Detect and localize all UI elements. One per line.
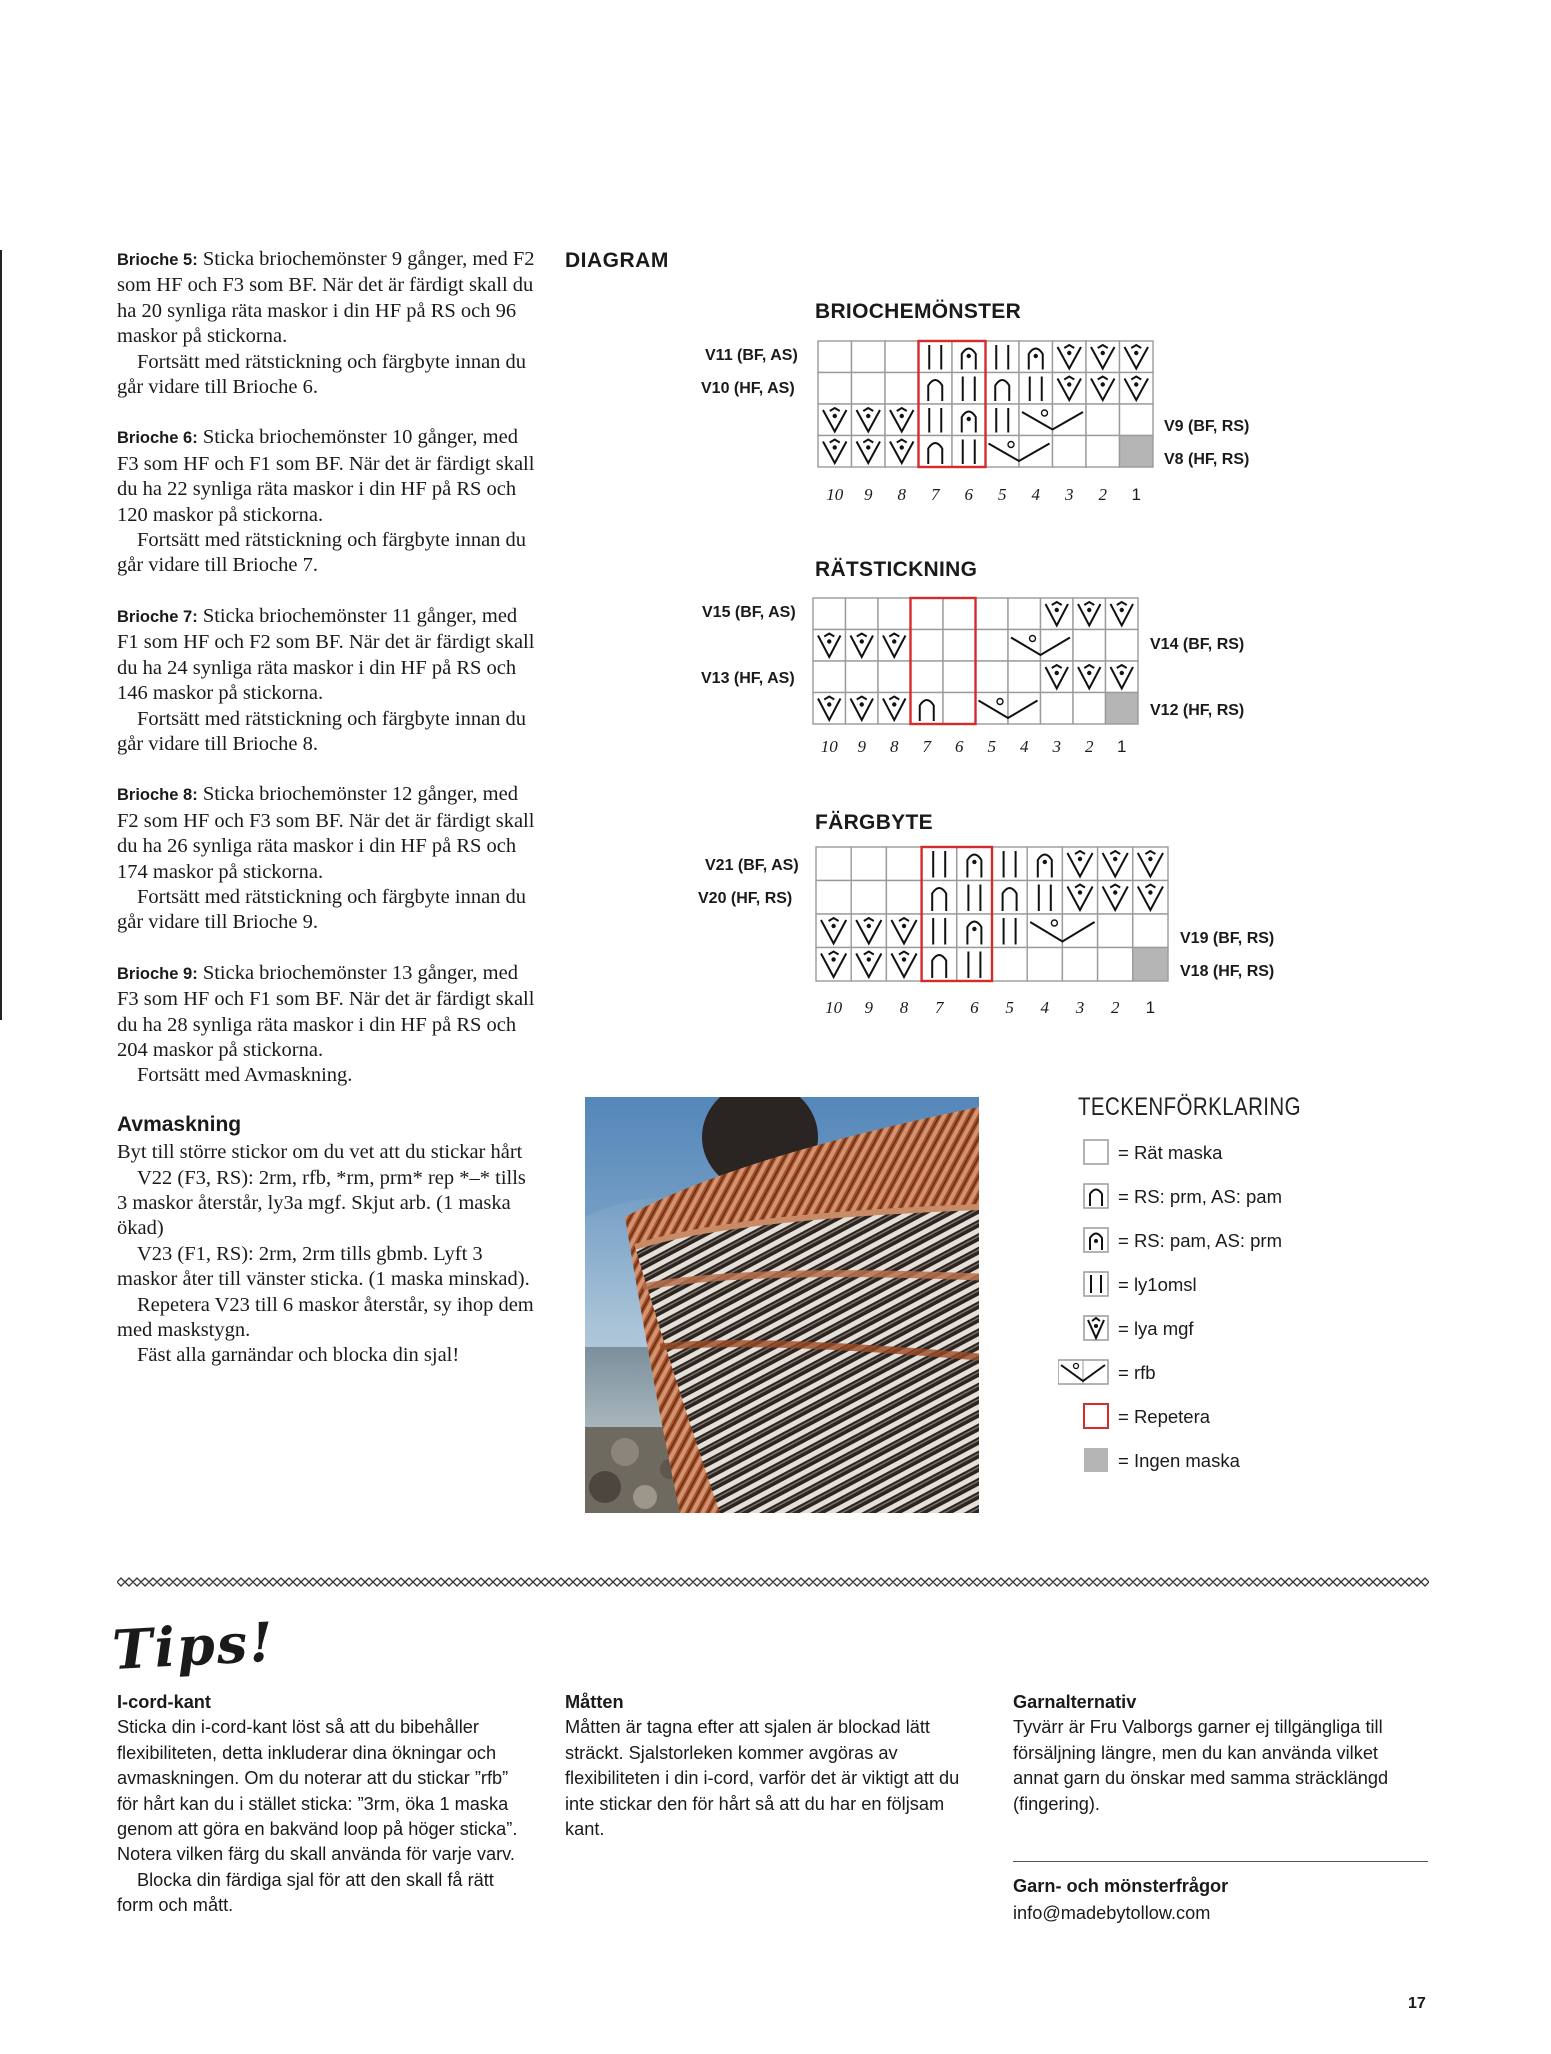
stitch-cell-E <box>878 598 911 630</box>
stitch-cell-V <box>1053 341 1087 373</box>
column-number: 6 <box>970 998 979 1017</box>
tips-heading: I-cord-kant <box>117 1692 211 1712</box>
legend-item-no-stitch <box>1058 1445 1358 1475</box>
row-label: V15 (BF, AS) <box>702 604 796 621</box>
column-number: 8 <box>897 485 906 504</box>
tips-title: Tips! <box>110 1609 277 1682</box>
row-label: V19 (BF, RS) <box>1180 930 1275 947</box>
legend-item-repeat <box>1058 1401 1358 1431</box>
stitch-cell-V <box>818 404 852 436</box>
avmaskning-text: Fäst alla garnändar och blocka din sjal! <box>137 1344 460 1367</box>
diagram-title: DIAGRAM <box>565 249 669 272</box>
stitch-cell-D <box>1019 341 1053 373</box>
row-label: V21 (BF, AS) <box>705 857 799 874</box>
stitch-cell-E <box>851 881 886 915</box>
section-label: Brioche 7: <box>117 607 198 626</box>
legend-text: = Repetera <box>1118 1406 1211 1427</box>
stitch-cell-G <box>1133 948 1168 982</box>
stitch-cell-V <box>846 630 879 662</box>
stitch-cell-D <box>1027 847 1062 881</box>
legend-text: = RS: prm, AS: pam <box>1118 1186 1282 1207</box>
stitch-cell-V <box>1120 341 1154 373</box>
column-number: 9 <box>864 485 873 504</box>
stitch-cell-E <box>1073 630 1106 662</box>
section-continue: Fortsätt med Avmaskning. <box>137 1064 353 1087</box>
stitch-cell-V <box>852 404 886 436</box>
legend-text: = Rät maska <box>1118 1142 1223 1163</box>
row-label: V18 (HF, RS) <box>1180 963 1275 980</box>
column-number: 3 <box>1052 737 1061 756</box>
avmaskning-text: Byt till större stickor om du vet att du stickar hårt <box>117 1141 523 1164</box>
stitch-cell-S <box>952 436 986 468</box>
v-dot-symbol-icon <box>1058 1313 1118 1343</box>
stitch-cell-E <box>813 598 846 630</box>
stitch-cell-V <box>852 436 886 468</box>
stitch-cell-E <box>943 661 976 693</box>
stitch-cell-E <box>1027 948 1062 982</box>
tips-text: Blocka din färdiga sjal för att den skall få rätt form och mått. <box>117 1869 494 1916</box>
stitch-cell-D <box>957 914 992 948</box>
section-label: Brioche 5: <box>117 251 198 269</box>
column-number: 5 <box>1005 998 1014 1017</box>
stitch-cell-E <box>1073 693 1106 725</box>
shawl-photo <box>585 1097 979 1513</box>
stitch-cell-E <box>886 881 921 915</box>
stitch-cell-V <box>818 436 852 468</box>
stitch-cell-S <box>922 914 957 948</box>
no-stitch-symbol-icon <box>1058 1445 1118 1475</box>
stitch-cell-S <box>986 404 1020 436</box>
repeat-symbol-icon <box>1058 1401 1118 1431</box>
legend-text: = ly1omsl <box>1118 1274 1197 1295</box>
legend-title: TECKENFÖRKLARING <box>1078 1093 1301 1121</box>
fargbyte-chart <box>816 847 1169 987</box>
stitch-cell-S <box>986 341 1020 373</box>
column-number: 1 <box>1131 485 1141 504</box>
stitch-cell-G <box>1120 436 1154 468</box>
stitch-cell-E <box>976 661 1009 693</box>
stitch-cell-V <box>1073 661 1106 693</box>
stitch-cell-V <box>1120 373 1154 405</box>
tips-text: Tyvärr är Fru Valborgs garner ej tillgängliga till försäljning längre, men du kan använda vilket annat garn du önskar med samma sträcklängd (fingering). <box>1013 1717 1389 1814</box>
column-number: 2 <box>1085 737 1094 756</box>
stitch-cell-A <box>919 436 953 468</box>
stitch-cell-E <box>878 661 911 693</box>
stitch-cell-S <box>919 341 953 373</box>
column-number: 3 <box>1075 998 1085 1017</box>
section-continue: Fortsätt med rätstickning och färgbyte innan du går vidare till Brioche 7. <box>117 529 527 577</box>
section-label: Brioche 6: <box>117 429 198 448</box>
stitch-cell-A <box>922 948 957 982</box>
arch-symbol-icon <box>1058 1181 1118 1211</box>
stitch-cell-E <box>1120 404 1154 436</box>
legend-item-v-dot <box>1058 1313 1358 1343</box>
stitch-cell-G <box>1106 693 1139 725</box>
pattern-instructions <box>117 247 537 1369</box>
stitch-cell-V <box>813 630 846 662</box>
stitch-cell-E <box>992 948 1027 982</box>
stitch-cell-A <box>911 693 944 725</box>
stitch-cell-V <box>816 948 851 982</box>
stitch-cell-V <box>1106 661 1139 693</box>
row-label: V9 (BF, RS) <box>1164 418 1250 435</box>
column-number: 7 <box>931 485 940 504</box>
column-number: 1 <box>1145 998 1156 1017</box>
stitch-cell-V <box>886 914 921 948</box>
stitch-cell-E <box>1106 630 1139 662</box>
stitch-cell-E <box>911 598 944 630</box>
stitch-cell-V <box>1106 598 1139 630</box>
contact-email[interactable]: info@madebytollow.com <box>1013 1903 1211 1923</box>
legend-text: = Ingen maska <box>1118 1450 1240 1471</box>
stitch-cell-V <box>1086 373 1120 405</box>
legend-item-slip <box>1058 1269 1358 1299</box>
stitch-cell-E <box>885 373 919 405</box>
stitch-cell-E <box>1133 914 1168 948</box>
column-number: 10 <box>820 737 838 756</box>
stitch-cell-E <box>943 693 976 725</box>
stitch-cell-E <box>816 881 851 915</box>
stitch-cell-V <box>1062 881 1097 915</box>
stitch-cell-E <box>1041 693 1074 725</box>
stitch-cell-E <box>852 373 886 405</box>
chart-title: RÄTSTICKNING <box>815 558 978 581</box>
stitch-cell-V <box>1062 847 1097 881</box>
avmaskning-text: V23 (F1, RS): 2rm, 2rm tills gbmb. Lyft 3 maskor åter till vänster sticka. (1 maska minskad). <box>117 1242 530 1291</box>
stitch-cell-E <box>816 847 851 881</box>
stitch-cell-E <box>1008 661 1041 693</box>
stitch-cell-V <box>846 693 879 725</box>
stitch-cell-E <box>1098 914 1133 948</box>
stitch-cell-S <box>1019 373 1053 405</box>
brioche-8-section <box>117 782 537 935</box>
column-number: 5 <box>998 485 1007 504</box>
stitch-cell-D <box>957 847 992 881</box>
stitch-cell-V <box>885 404 919 436</box>
stitch-cell-V <box>1098 881 1133 915</box>
row-label: V10 (HF, AS) <box>701 380 795 397</box>
avmaskning-heading: Avmaskning <box>117 1112 242 1136</box>
stitch-cell-E <box>1008 598 1041 630</box>
slip-symbol-icon <box>1058 1269 1118 1299</box>
stitch-cell-S <box>957 881 992 915</box>
stitch-cell-V <box>1086 341 1120 373</box>
column-number: 2 <box>1098 485 1107 504</box>
stitch-cell-S <box>992 914 1027 948</box>
stitch-cell-S <box>957 948 992 982</box>
stitch-cell-E <box>976 630 1009 662</box>
column-number: 9 <box>864 998 874 1017</box>
column-number: 9 <box>857 737 866 756</box>
section-label: Brioche 8: <box>117 786 198 805</box>
tips-text: Måtten är tagna efter att sjalen är blockad lätt sträckt. Sjalstorleken kommer avgöras av flexibiliteten i din i-cord, varför det är viktigt att du inte stickar den för hårt så att du har en följsam kant. <box>565 1717 960 1840</box>
briochemonster-chart <box>818 341 1154 473</box>
stitch-cell-E <box>1086 436 1120 468</box>
stitch-cell-S <box>922 847 957 881</box>
knit-symbol-icon <box>1058 1137 1118 1167</box>
row-label: V13 (HF, AS) <box>701 670 795 687</box>
section-text: Sticka briochemönster 11 gånger, med F1 som HF och F2 som BF. När det är färdigt skall du ha 24 synliga räta maskor i din HF på RS och 146 maskor på stickorna. <box>117 604 535 705</box>
stitch-cell-A <box>919 373 953 405</box>
tips-icord-column <box>117 1690 527 1919</box>
stitch-cell-V <box>1053 373 1087 405</box>
contact-divider <box>1013 1861 1428 1862</box>
stitch-cell-E <box>1086 404 1120 436</box>
row-label: V20 (HF, RS) <box>698 890 793 907</box>
row-label: V12 (HF, RS) <box>1150 702 1245 719</box>
brioche-5-section <box>117 247 537 400</box>
stitch-cell-V <box>851 914 886 948</box>
column-number: 10 <box>826 485 844 504</box>
contact-heading: Garn- och mönsterfrågor <box>1013 1876 1229 1896</box>
stitch-cell-E <box>818 341 852 373</box>
brioche-9-section <box>117 961 537 1089</box>
avmaskning-section <box>117 1112 537 1369</box>
section-continue: Fortsätt med rätstickning och färgbyte innan du går vidare till Brioche 9. <box>117 885 527 934</box>
stitch-cell-E <box>885 341 919 373</box>
legend-text: = lya mgf <box>1118 1318 1194 1339</box>
stitch-cell-V <box>851 948 886 982</box>
ratstickning-chart <box>813 598 1139 726</box>
column-number: 4 <box>1031 485 1040 504</box>
stitch-cell-V <box>1133 881 1168 915</box>
section-continue: Fortsätt med rätstickning och färgbyte innan du går vidare till Brioche 8. <box>117 707 527 755</box>
tips-text: Sticka din i-cord-kant löst så att du bibehåller flexibiliteten, detta inkluderar dina ökningar och avmaskningen. Om du noterar att du stickar ”rfb” för hårt kan du i stället sticka: ”3rm, öka 1 maska genom att göra en bakvänd loop på höger sticka”. Notera vilken färg du skall använda för varje varv. <box>117 1717 518 1865</box>
rfb-symbol-icon <box>1058 1357 1118 1387</box>
stitch-cell-V <box>1041 661 1074 693</box>
column-number: 4 <box>1020 737 1029 756</box>
stitch-cell-V <box>885 436 919 468</box>
tips-garn-column <box>1013 1690 1428 1817</box>
stitch-cell-E <box>846 661 879 693</box>
chart-title: BRIOCHEMÖNSTER <box>815 300 1022 323</box>
legend-item-arch-dot <box>1058 1225 1358 1255</box>
stitch-cell-S <box>919 404 953 436</box>
brioche-7-section <box>117 604 537 757</box>
stitch-cell-E <box>846 598 879 630</box>
stitch-cell-E <box>886 847 921 881</box>
row-label: V14 (BF, RS) <box>1150 636 1245 653</box>
section-label: Brioche 9: <box>117 964 198 983</box>
stitch-cell-E <box>911 661 944 693</box>
stitch-cell-E <box>1062 948 1097 982</box>
stitch-cell-A <box>986 373 1020 405</box>
stitch-cell-V <box>813 693 846 725</box>
avmaskning-text: V22 (F3, RS): 2rm, rfb, *rm, prm* rep *–* tills 3 maskor återstår, ly3a mgf. Skjut arb. (1 maska ökad) <box>117 1166 526 1240</box>
page-number: 17 <box>1408 1995 1426 2012</box>
column-number: 2 <box>1110 998 1120 1017</box>
page-edge-rule <box>0 250 2 1020</box>
column-number: 7 <box>934 998 944 1017</box>
tips-heading: Garnalternativ <box>1013 1692 1137 1712</box>
tips-heading: Måtten <box>565 1692 624 1712</box>
stitch-cell-A <box>992 881 1027 915</box>
avmaskning-text: Repetera V23 till 6 maskor återstår, sy ihop dem med maskstygn. <box>117 1293 534 1342</box>
stitch-cell-E <box>943 630 976 662</box>
stitch-cell-V <box>878 693 911 725</box>
legend-item-arch <box>1058 1181 1358 1211</box>
column-number: 4 <box>1040 998 1050 1017</box>
row-label: V8 (HF, RS) <box>1164 451 1250 468</box>
legend-text: = RS: pam, AS: prm <box>1118 1230 1282 1251</box>
stitch-cell-E <box>943 598 976 630</box>
section-text: Sticka briochemönster 13 gånger, med F3 som HF och F1 som BF. När det är färdigt skall du ha 28 synliga räta maskor i din HF på RS och 204 maskor på stickorna. <box>117 961 535 1061</box>
stitch-cell-V <box>886 948 921 982</box>
stitch-cell-D <box>952 404 986 436</box>
column-number: 7 <box>922 737 931 756</box>
brioche-6-section <box>117 425 537 578</box>
section-text: Sticka briochemönster 10 gånger, med F3 som HF och F1 som BF. När det är färdigt skall du ha 22 synliga räta maskor i din HF på RS och 120 maskor på stickorna. <box>117 426 535 526</box>
stitch-cell-D <box>952 341 986 373</box>
legend-text: = rfb <box>1118 1362 1156 1383</box>
stitch-cell-E <box>911 630 944 662</box>
stitch-cell-V <box>878 630 911 662</box>
stitch-cell-S <box>952 373 986 405</box>
stitch-cell-E <box>1053 436 1087 468</box>
column-number: 10 <box>825 998 843 1017</box>
column-number: 5 <box>987 737 996 756</box>
contact-block <box>1013 1873 1228 1927</box>
stitch-cell-V <box>816 914 851 948</box>
zigzag-divider <box>117 1575 1429 1589</box>
section-text: Sticka briochemönster 9 gånger, med F2 som HF och F3 som BF. När det är färdigt skall du ha 20 synliga räta maskor i din HF på RS och 96 maskor på stickorna. <box>117 248 535 348</box>
row-label: V11 (BF, AS) <box>705 347 798 364</box>
stitch-cell-E <box>976 598 1009 630</box>
column-number: 6 <box>955 737 964 756</box>
section-text: Sticka briochemönster 12 gånger, med F2 som HF och F3 som BF. När det är färdigt skall du ha 26 synliga räta maskor i din HF på RS och 174 maskor på stickorna. <box>117 783 535 883</box>
column-number: 8 <box>899 998 909 1017</box>
stitch-cell-E <box>851 847 886 881</box>
stitch-cell-V <box>1073 598 1106 630</box>
stitch-cell-V <box>1098 847 1133 881</box>
chart-title: FÄRGBYTE <box>815 811 933 834</box>
stitch-cell-E <box>1098 948 1133 982</box>
stitch-cell-A <box>922 881 957 915</box>
stitch-cell-S <box>992 847 1027 881</box>
column-number: 8 <box>890 737 899 756</box>
column-number: 3 <box>1065 485 1074 504</box>
section-continue: Fortsätt med rätstickning och färgbyte innan du går vidare till Brioche 6. <box>117 350 527 399</box>
arch-dot-symbol-icon <box>1058 1225 1118 1255</box>
stitch-cell-V <box>1133 847 1168 881</box>
stitch-cell-E <box>852 341 886 373</box>
column-number: 6 <box>964 485 973 504</box>
tips-matten-column <box>565 1690 975 1842</box>
stitch-cell-E <box>813 661 846 693</box>
legend-item-knit <box>1058 1137 1358 1167</box>
legend-item-rfb <box>1058 1357 1358 1387</box>
stitch-cell-E <box>818 373 852 405</box>
column-number: 1 <box>1117 737 1127 756</box>
stitch-cell-V <box>1041 598 1074 630</box>
stitch-cell-S <box>1027 881 1062 915</box>
